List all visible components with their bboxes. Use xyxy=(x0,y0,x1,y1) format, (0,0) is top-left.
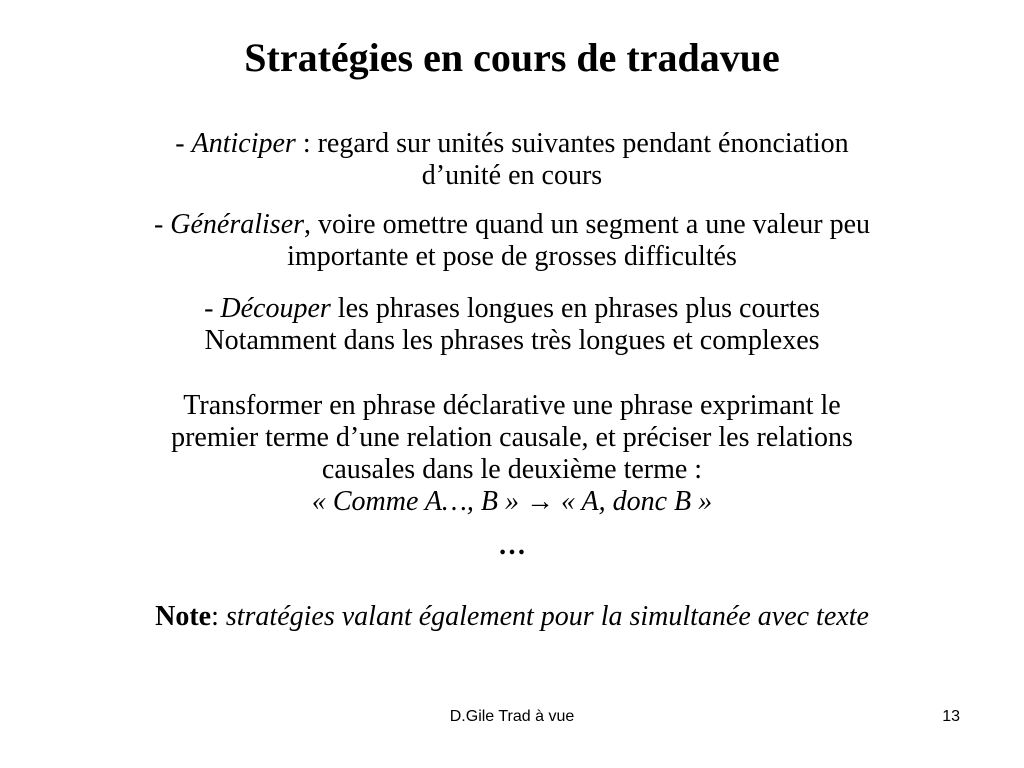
transform-line1: Transformer en phrase déclarative une phrase exprimant le xyxy=(183,390,841,421)
bullet-term: Découper xyxy=(220,293,331,324)
note-text: stratégies valant également pour la simultanée avec texte xyxy=(225,601,869,632)
footer-author-title: D.Gile Trad à vue xyxy=(449,708,575,725)
bullet-term: Généraliser xyxy=(170,209,305,240)
bullet-text-line2: Notamment dans les phrases très longues et complexes xyxy=(204,325,820,356)
note-separator: : xyxy=(211,601,226,632)
bullet-prefix: - xyxy=(204,293,221,324)
page-number: 13 xyxy=(942,708,960,725)
note-label: Note xyxy=(155,601,212,632)
bullet-text-line2: d’unité en cours xyxy=(421,160,603,191)
transform-line3: causales dans le deuxième terme : xyxy=(321,454,703,485)
bullet-text-line1: , voire omettre quand un segment a une valeur peu xyxy=(304,209,871,240)
bullet-term: Anticiper xyxy=(191,128,296,159)
bullet-prefix: - xyxy=(175,128,192,159)
bullet-text-line1: les phrases longues en phrases plus courtes xyxy=(330,293,820,324)
transform-line2: premier terme d’une relation causale, et préciser les relations xyxy=(171,422,853,453)
bullet-text-line2: importante et pose de grosses difficultés xyxy=(287,241,737,272)
ellipsis: … xyxy=(498,530,526,561)
transform-paragraph xyxy=(60,390,964,518)
note-line xyxy=(0,600,1024,634)
bullet-prefix: - xyxy=(153,209,171,240)
transform-example: « Comme A…, B » → « A, donc B » xyxy=(311,486,713,517)
bullet-decouper xyxy=(60,293,964,357)
slide-title: Stratégies en cours de tradavue xyxy=(244,35,780,80)
bullet-generaliser xyxy=(60,209,964,273)
bullet-anticiper xyxy=(60,128,964,192)
bullet-text-line1: : regard sur unités suivantes pendant énonciation xyxy=(295,128,849,159)
